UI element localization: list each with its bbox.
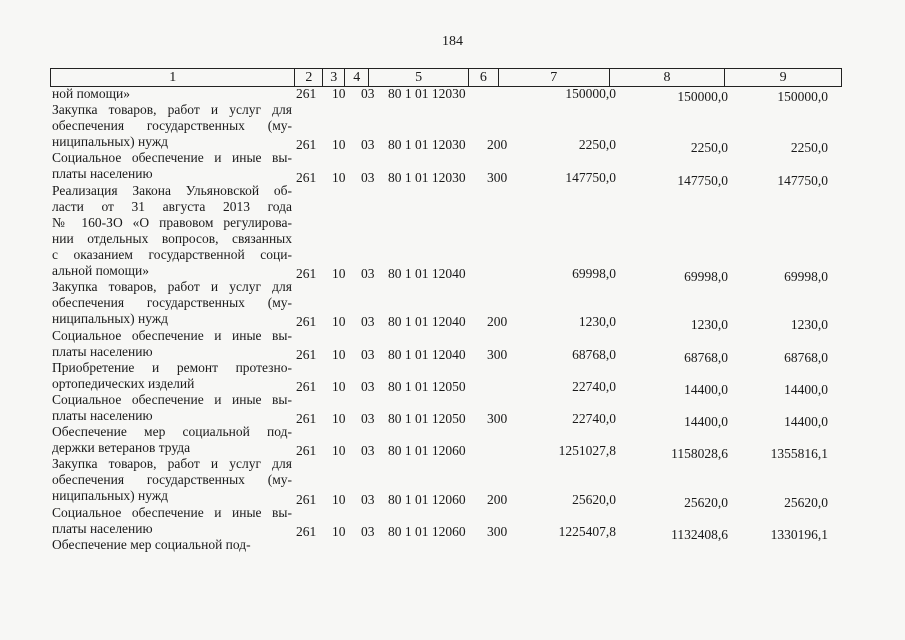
- cell-gr: 261: [296, 346, 317, 362]
- description-line: Социальное обеспечение и иные вы-: [52, 327, 292, 343]
- description-line: ласти от 31 августа 2013 года: [52, 198, 292, 214]
- cell-v7: 68768,0: [572, 346, 616, 362]
- description-line: ниципальных) нужд: [52, 134, 169, 150]
- row-description: [52, 150, 292, 182]
- cell-v7: 150000,0: [565, 86, 616, 101]
- column-header: 9: [779, 70, 787, 85]
- cell-csr: 80 1 01 12060: [388, 491, 466, 507]
- cell-v7: 1230,0: [578, 314, 616, 330]
- column-header: 2: [295, 69, 323, 86]
- description-line: Закупка товаров, работ и услуг для: [52, 102, 292, 118]
- cell-v7: 69998,0: [572, 266, 616, 282]
- cell-rz: 10: [332, 411, 346, 426]
- page-number: 184: [442, 34, 463, 49]
- cell-v8: 1158028,6: [671, 446, 728, 462]
- cell-csr: 80 1 01 12030: [388, 169, 466, 185]
- cell-v7: 147750,0: [565, 169, 616, 185]
- cell-v8: 150000,0: [677, 89, 728, 104]
- cell-gr: 261: [296, 491, 317, 507]
- cell-rz: 10: [332, 137, 346, 153]
- cell-gr: 261: [296, 378, 317, 394]
- description-line: платы населению: [52, 407, 153, 423]
- cell-rz: 10: [332, 491, 346, 507]
- cell-vr: 200: [487, 137, 508, 153]
- description-line: альной помощи»: [52, 262, 149, 278]
- description-line: обеспечения государственных (му-: [52, 295, 292, 311]
- cell-csr: 80 1 01 12040: [388, 266, 466, 282]
- cell-v8: 1230,0: [690, 317, 728, 333]
- cell-v9: 1230,0: [790, 317, 828, 333]
- column-header: 7: [499, 69, 610, 86]
- cell-v9: 14400,0: [784, 414, 828, 429]
- cell-rz: 10: [332, 378, 346, 394]
- cell-vr: 200: [487, 314, 508, 330]
- cell-pr: 03: [361, 346, 375, 362]
- cell-gr: 261: [296, 443, 317, 459]
- cell-vr: 300: [487, 346, 508, 362]
- cell-v7: 1251027,8: [558, 443, 616, 459]
- cell-v7: 2250,0: [578, 137, 616, 153]
- description-line: Закупка товаров, работ и услуг для: [52, 456, 292, 472]
- cell-gr: 261: [296, 523, 317, 539]
- cell-gr: 261: [296, 86, 317, 101]
- cell-v9: 14400,0: [784, 381, 828, 397]
- cell-v9: 1355816,1: [770, 446, 828, 462]
- cell-v9: 68768,0: [784, 349, 828, 365]
- cell-pr: 03: [361, 314, 375, 330]
- description-line: ниципальных) нужд: [52, 311, 169, 327]
- description-line: ной помощи»: [52, 86, 130, 101]
- cell-pr: 03: [361, 86, 375, 101]
- cell-v9: 25620,0: [784, 494, 828, 510]
- description-line: ортопедических изделий: [52, 375, 195, 391]
- cell-rz: 10: [332, 86, 346, 101]
- description-line: Социальное обеспечение и иные вы-: [52, 391, 292, 407]
- cell-vr: 300: [487, 523, 508, 539]
- description-line: ниципальных) нужд: [52, 488, 169, 504]
- cell-v9: 2250,0: [790, 140, 828, 156]
- cell-pr: 03: [361, 523, 375, 539]
- cell-csr: 80 1 01 12060: [388, 443, 466, 459]
- cell-vr: 300: [487, 169, 508, 185]
- description-line: Закупка товаров, работ и услуг для: [52, 279, 292, 295]
- row-description: [52, 279, 292, 327]
- column-header: 4: [345, 69, 369, 86]
- cell-v9: 1330196,1: [770, 526, 828, 542]
- description-line: Обеспечение мер социальной под-: [52, 536, 251, 552]
- cell-v7: 25620,0: [572, 491, 616, 507]
- row-description: [52, 102, 292, 150]
- table-header-row: [50, 68, 842, 87]
- cell-v8: 2250,0: [690, 140, 728, 156]
- description-line: обеспечения государственных (му-: [52, 118, 292, 134]
- cell-csr: 80 1 01 12060: [388, 523, 466, 539]
- cell-pr: 03: [361, 491, 375, 507]
- cell-csr: 80 1 01 12030: [388, 86, 466, 101]
- cell-gr: 261: [296, 266, 317, 282]
- row-description: [52, 86, 292, 102]
- description-line: Реализация Закона Ульяновской об-: [52, 182, 292, 198]
- row-description: [52, 360, 292, 392]
- cell-rz: 10: [332, 443, 346, 459]
- cell-rz: 10: [332, 169, 346, 185]
- cell-gr: 261: [296, 314, 317, 330]
- cell-v8: 147750,0: [677, 172, 728, 188]
- column-header: 3: [323, 69, 345, 86]
- cell-gr: 261: [296, 411, 317, 426]
- cell-csr: 80 1 01 12040: [388, 314, 466, 330]
- description-line: нии отдельных вопросов, связанных: [52, 230, 292, 246]
- row-description: [52, 456, 292, 504]
- description-line: Социальное обеспечение и иные вы-: [52, 504, 292, 520]
- cell-v9: 69998,0: [784, 269, 828, 285]
- cell-vr: 300: [487, 411, 508, 426]
- row-description: [52, 183, 292, 279]
- column-header: 1: [51, 69, 295, 86]
- cell-rz: 10: [332, 523, 346, 539]
- cell-rz: 10: [332, 346, 346, 362]
- description-line: платы населению: [52, 343, 153, 359]
- cell-rz: 10: [332, 314, 346, 330]
- cell-csr: 80 1 01 12030: [388, 137, 466, 153]
- column-header: 8: [610, 69, 726, 86]
- cell-v8: 25620,0: [684, 494, 728, 510]
- cell-v9: 150000,0: [777, 89, 828, 104]
- cell-csr: 80 1 01 12040: [388, 346, 466, 362]
- description-line: с оказанием государственной соци-: [52, 246, 292, 262]
- row-description: [52, 537, 292, 553]
- description-line: платы населению: [52, 520, 153, 536]
- cell-rz: 10: [332, 266, 346, 282]
- cell-v7: 22740,0: [572, 378, 616, 394]
- cell-v9: 147750,0: [777, 172, 828, 188]
- row-description: [52, 328, 292, 360]
- cell-csr: 80 1 01 12050: [388, 411, 466, 426]
- cell-pr: 03: [361, 443, 375, 459]
- cell-pr: 03: [361, 169, 375, 185]
- column-header: 6: [469, 69, 499, 86]
- cell-gr: 261: [296, 137, 317, 153]
- description-line: платы населению: [52, 166, 153, 182]
- cell-v7: 1225407,8: [558, 523, 616, 539]
- cell-v7: 22740,0: [572, 411, 616, 426]
- cell-vr: 200: [487, 491, 508, 507]
- cell-pr: 03: [361, 266, 375, 282]
- description-line: держки ветеранов труда: [52, 440, 191, 456]
- cell-v8: 69998,0: [684, 269, 728, 285]
- cell-v8: 14400,0: [684, 381, 728, 397]
- description-line: Социальное обеспечение и иные вы-: [52, 150, 292, 166]
- description-line: обеспечения государственных (му-: [52, 472, 292, 488]
- cell-pr: 03: [361, 411, 375, 426]
- row-description: [52, 424, 292, 456]
- row-description: [52, 505, 292, 537]
- description-line: № 160-ЗО «О правовом регулирова-: [52, 214, 292, 230]
- column-header: 5: [369, 69, 469, 86]
- cell-v8: 1132408,6: [671, 526, 728, 542]
- row-description: [52, 392, 292, 424]
- cell-csr: 80 1 01 12050: [388, 378, 466, 394]
- cell-v8: 68768,0: [684, 349, 728, 365]
- description-line: Приобретение и ремонт протезно-: [52, 359, 292, 375]
- cell-pr: 03: [361, 137, 375, 153]
- description-line: Обеспечение мер социальной под-: [52, 424, 292, 440]
- cell-v8: 14400,0: [684, 414, 728, 429]
- cell-pr: 03: [361, 378, 375, 394]
- cell-gr: 261: [296, 169, 317, 185]
